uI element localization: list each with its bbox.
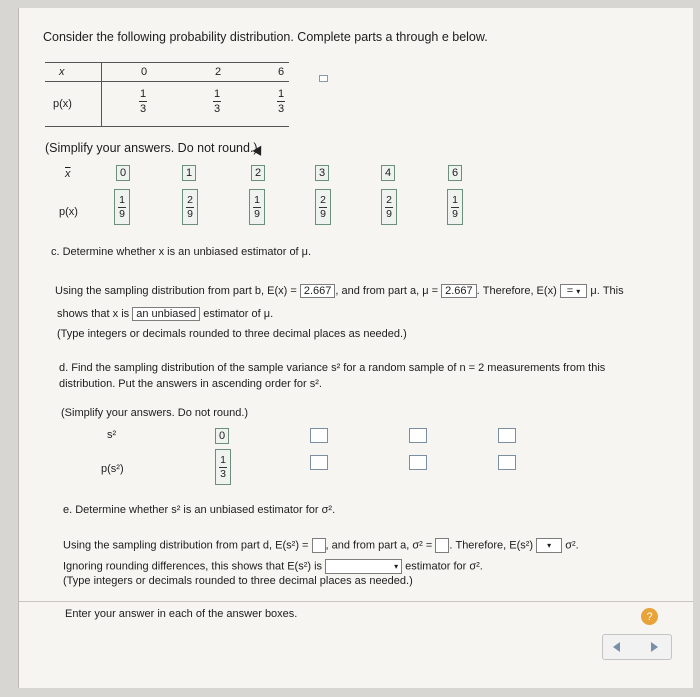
nav-buttons	[602, 634, 672, 660]
part-c-line1: Using the sampling distribution from part b, E(x) = 2.667 , and from part a, μ = 2.667 . Therefore, E(x) = ▾ μ. This	[55, 285, 624, 297]
part-d-heading-line2: distribution. Put the answers in ascending order for s².	[59, 378, 322, 390]
p-value: 1 3	[139, 88, 147, 115]
part-d-instruction: (Simplify your answers. Do not round.)	[61, 407, 249, 419]
part-e-note: (Type integers or decimals rounded to three decimal places as needed.)	[63, 575, 413, 587]
p-value: 1 3	[213, 88, 221, 115]
x-value: 2	[215, 66, 222, 78]
pxbar-value-box[interactable]: 1 9	[249, 189, 265, 225]
s2-answer-box[interactable]	[409, 428, 427, 443]
p-value: 1 3	[277, 88, 285, 115]
part-b-instruction: (Simplify your answers. Do not round.)	[45, 141, 258, 155]
ps2-value-box[interactable]: 1 3	[215, 449, 231, 485]
ps2-answer-box[interactable]	[409, 455, 427, 470]
ps2-answer-box[interactable]	[498, 455, 516, 470]
footer-divider	[19, 601, 693, 602]
e-xbar-answer[interactable]: 2.667	[300, 284, 336, 298]
pxbar-value-box[interactable]: 2 9	[315, 189, 331, 225]
s2-answer-box[interactable]	[498, 428, 516, 443]
xbar-value-box[interactable]: 4	[381, 165, 395, 181]
part-c-heading: c. Determine whether x is an unbiased estimator of μ.	[51, 246, 312, 258]
distribution-table	[45, 62, 289, 128]
pxbar-value-box[interactable]: 1 9	[447, 189, 463, 225]
sigma2-answer[interactable]	[435, 538, 449, 553]
px-label: p(x)	[53, 98, 72, 110]
relation-e-dropdown[interactable]: ▾	[536, 538, 562, 553]
part-c-line2: shows that x is an unbiased estimator of μ.	[57, 308, 274, 320]
previous-arrow-icon[interactable]	[613, 642, 620, 652]
x-value: 6	[278, 66, 285, 78]
pxbar-label: p(x)	[59, 206, 78, 218]
s2-value-box[interactable]: 0	[215, 428, 229, 444]
ps2-answer-box[interactable]	[310, 455, 328, 470]
mu-answer[interactable]: 2.667	[441, 284, 477, 298]
relation-dropdown[interactable]: = ▾	[560, 284, 588, 298]
pxbar-value-box[interactable]: 2 9	[381, 189, 397, 225]
s2-label: s²	[107, 429, 117, 441]
xbar-value-box[interactable]: 2	[251, 165, 265, 181]
part-c-note: (Type integers or decimals rounded to three decimal places as needed.)	[57, 328, 407, 340]
x-label: x	[59, 66, 65, 78]
part-e-line1: Using the sampling distribution from part d, E(s²) = , and from part a, σ² = . Therefore, E(s²) ▾ σ².	[63, 539, 579, 552]
part-d-heading-line1: d. Find the sampling distribution of the sample variance s² for a random sample of n = 2 measurements from this	[59, 362, 606, 374]
pxbar-value-box[interactable]: 2 9	[182, 189, 198, 225]
xbar-label: $\overline{x}$	[65, 168, 71, 180]
unbiased-dropdown[interactable]: an unbiased	[132, 307, 200, 321]
footer-instruction: Enter your answer in each of the answer boxes.	[65, 608, 298, 620]
pxbar-value-box[interactable]: 1 9	[114, 189, 130, 225]
copy-table-icon[interactable]	[319, 75, 328, 82]
x-value: 0	[141, 66, 148, 78]
next-arrow-icon[interactable]	[651, 642, 658, 652]
xbar-value-box[interactable]: 1	[182, 165, 196, 181]
ps2-label: p(s²)	[101, 463, 124, 475]
xbar-value-box[interactable]: 6	[448, 165, 462, 181]
xbar-value-box[interactable]: 0	[116, 165, 130, 181]
question-panel	[18, 8, 693, 688]
s2-answer-box[interactable]	[310, 428, 328, 443]
intro-text: Consider the following probability distribution. Complete parts a through e below.	[43, 30, 488, 44]
part-e-line2: Ignoring rounding differences, this shows that E(s²) is ▾ estimator for σ².	[63, 560, 483, 573]
part-e-heading: e. Determine whether s² is an unbiased estimator for σ².	[63, 504, 336, 516]
help-button[interactable]: ?	[641, 608, 658, 625]
e-s2-answer[interactable]	[312, 538, 326, 553]
unbiased-e-dropdown[interactable]: ▾	[325, 559, 402, 574]
xbar-value-box[interactable]: 3	[315, 165, 329, 181]
